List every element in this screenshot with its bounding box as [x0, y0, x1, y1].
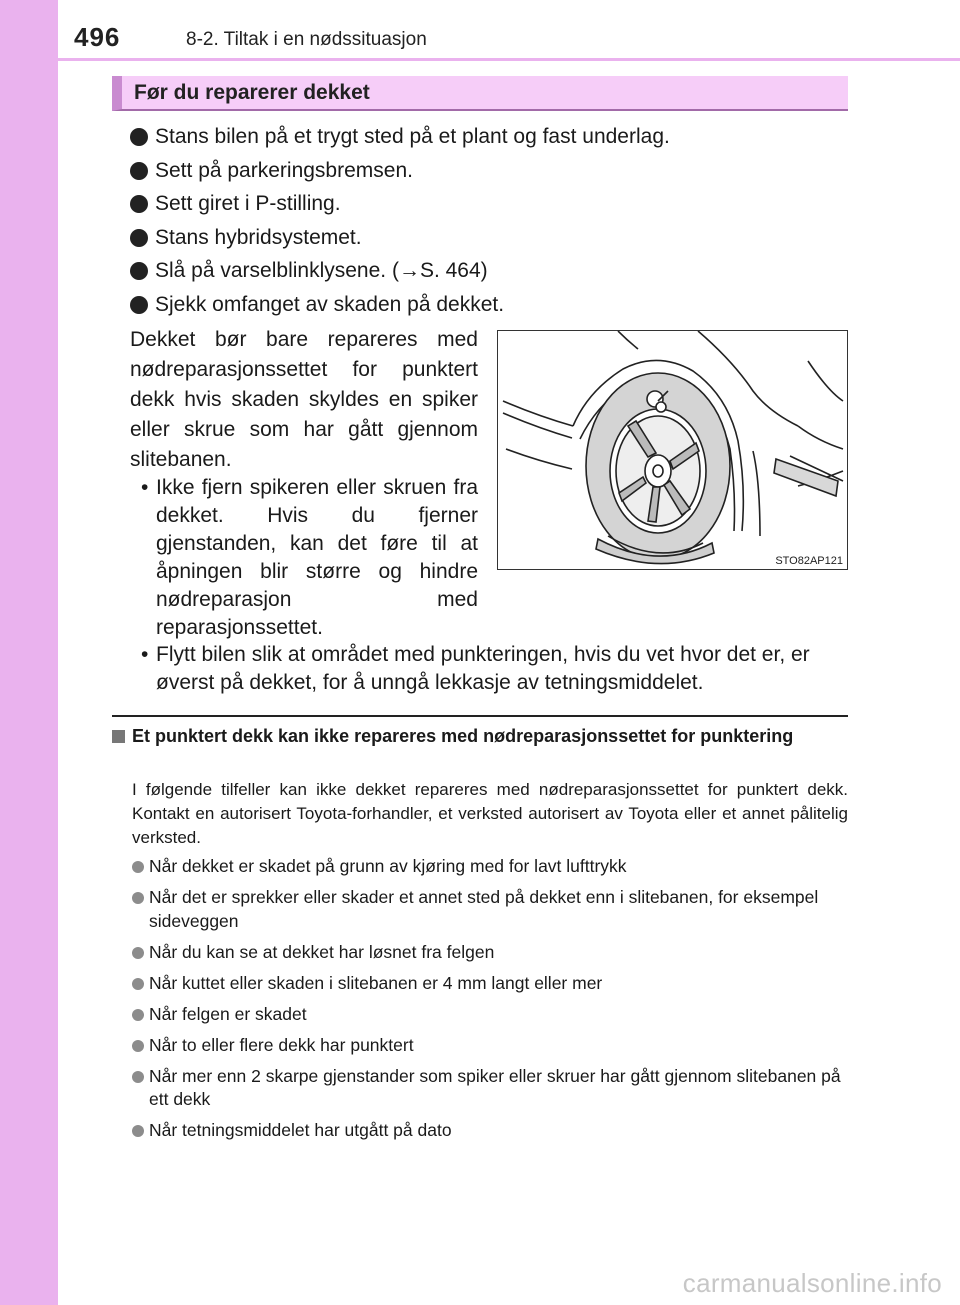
note-heading: Et punktert dekk kan ikke repareres med nødreparasjonssettet for punktering — [112, 725, 852, 748]
list-item: Stans hybridsystemet. — [130, 221, 850, 255]
bullet-icon — [130, 262, 148, 280]
list-item: Når kuttet eller skaden i slitebanen er 4 mm langt eller mer — [132, 972, 852, 996]
bullet-icon — [130, 229, 148, 247]
bullet-icon — [132, 1009, 144, 1021]
punctured-tire-illustration-icon — [498, 331, 846, 568]
list-item: Når du kan se at dekket har løsnet fra felgen — [132, 941, 852, 965]
bullet-icon — [132, 892, 144, 904]
bullet-icon — [130, 296, 148, 314]
bullet-icon — [130, 162, 148, 180]
bullet-icon — [132, 978, 144, 990]
header-rule — [58, 58, 960, 61]
figure-label: STO82AP121 — [775, 555, 843, 567]
left-margin-strip — [0, 0, 58, 1305]
list-item: Sett giret i P-stilling. — [130, 187, 850, 221]
sub-bullet: • Ikke fjern spikeren eller skruen fra dekket. Hvis du fjerner gjenstanden, kan det føre til at åpningen blir større og hindre nødreparasjon med reparasjonssettet. — [141, 476, 478, 639]
list-item: Når det er sprekker eller skader et annet sted på dekket enn i slitebanen, for eksempel sideveggen — [132, 886, 852, 933]
bullet-icon — [130, 128, 148, 146]
section-box-title — [112, 76, 848, 111]
list-item: Sjekk omfanget av skaden på dekket. — [130, 288, 850, 322]
box-title-text: Før du reparerer dekket — [134, 81, 370, 104]
list-item: Slå på varselblinklysene. (→S. 464) — [130, 254, 850, 288]
case-list — [132, 855, 852, 1150]
list-item: Når felgen er skadet — [132, 1003, 852, 1027]
list-item: Når dekket er skadet på grunn av kjøring med for lavt lufttrykk — [132, 855, 852, 879]
note-intro: I følgende tilfeller kan ikke dekket repareres med nødreparasjonssettet for punktert dekk. Kontakt en autorisert Toyota-forhandler, et verksted autorisert av Toyota eller et annet pålitelig verksted. — [132, 780, 848, 847]
small-bullet-icon: • — [141, 476, 149, 499]
bullet-icon — [132, 947, 144, 959]
bullet-icon — [130, 195, 148, 213]
watermark: carmanualsonline.info — [682, 1268, 942, 1298]
bullet-icon — [132, 861, 144, 873]
bullet-icon — [132, 1125, 144, 1137]
small-bullet-icon: • — [141, 643, 149, 666]
bullet-icon — [132, 1040, 144, 1052]
list-item: Sett på parkeringsbremsen. — [130, 154, 850, 188]
section-title: 8-2. Tiltak i en nødssituasjon — [186, 29, 427, 50]
damage-paragraph: Dekket bør bare repareres med nødreparasjonssettet for punktert dekk hvis skaden skyldes en spiker eller skrue som har gått gjennom slitebanen. — [130, 328, 478, 471]
bullet-icon — [132, 1071, 144, 1083]
square-bullet-icon — [112, 730, 125, 743]
main-bullet-list — [130, 120, 850, 321]
section-divider — [112, 715, 848, 717]
list-item: Når tetningsmiddelet har utgått på dato — [132, 1119, 852, 1143]
list-item: Når mer enn 2 skarpe gjenstander som spiker eller skruer har gått gjennom slitebanen på ett dekk — [132, 1065, 852, 1112]
sub-bullet: • Flytt bilen slik at området med punkteringen, hvis du vet hvor det er, er øverst på dekket, for å unngå lekkasje av tetningsmiddelet. — [141, 643, 810, 694]
page-number: 496 — [74, 22, 121, 52]
list-item: Stans bilen på et trygt sted på et plant og fast underlag. — [130, 120, 850, 154]
tire-figure — [497, 330, 848, 570]
list-item: Når to eller flere dekk har punktert — [132, 1034, 852, 1058]
